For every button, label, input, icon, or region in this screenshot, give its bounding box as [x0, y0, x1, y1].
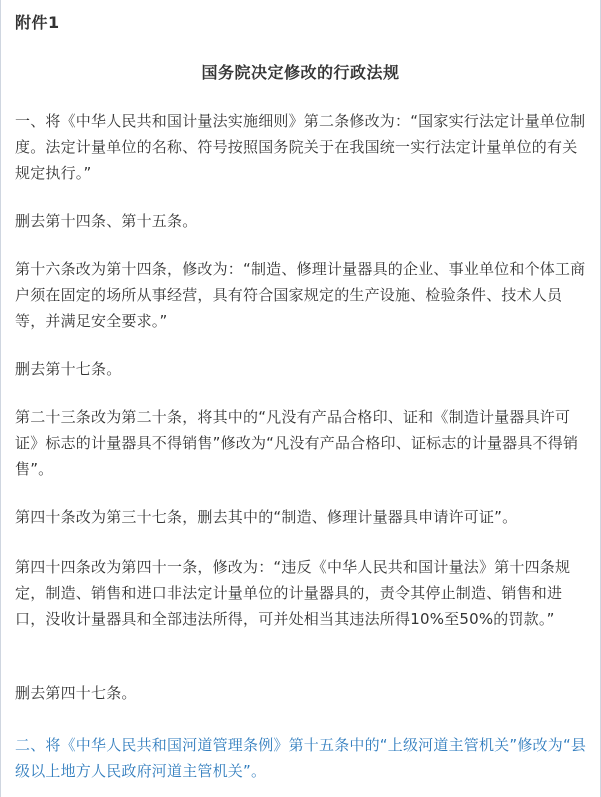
document-title: 国务院决定修改的行政法规	[201, 63, 400, 82]
paragraph-delete-47: 删去第四十七条。	[15, 684, 137, 702]
paragraph-delete-17: 删去第十七条。	[15, 360, 122, 378]
paragraph-article-44: 第四十四条改为第四十一条，修改为：“违反《中华人民共和国计量法》第十四条规定，制造、销售和进口非法定计量单位的计量器具的，责令其停止制造、销售和进口，没收计量器具和全部违法所得，可并处相当其违法所得10%至50%的罚款。”	[15, 558, 571, 628]
paragraph-amendment-1-intro: 一、将《中华人民共和国计量法实施细则》第二条修改为：“国家实行法定计量单位制度。法定计量单位的名称、符号按照国务院关于在我国统一实行法定计量单位的有关规定执行。”	[15, 112, 586, 182]
paragraph-delete-14-15: 删去第十四条、第十五条。	[15, 212, 198, 230]
paragraph-amendment-2-river: 二、将《中华人民共和国河道管理条例》第十五条中的“上级河道主管机关”修改为“县级以上地方人民政府河道主管机关”。	[15, 736, 587, 780]
attachment-label: 附件1	[15, 13, 60, 32]
paragraph-article-40: 第四十条改为第三十七条，删去其中的“制造、修理计量器具申请许可证”。	[15, 508, 518, 526]
paragraph-article-23: 第二十三条改为第二十条，将其中的“凡没有产品合格印、证和《制造计量器具许可证》标志的计量器具不得销售”修改为“凡没有产品合格印、证标志的计量器具不得销售”。	[15, 408, 579, 478]
paragraph-article-16: 第十六条改为第十四条，修改为：“制造、修理计量器具的企业、事业单位和个体工商户须在固定的场所从事经营，具有符合国家规定的生产设施、检验条件、技术人员等，并满足安全要求。”	[15, 260, 586, 330]
